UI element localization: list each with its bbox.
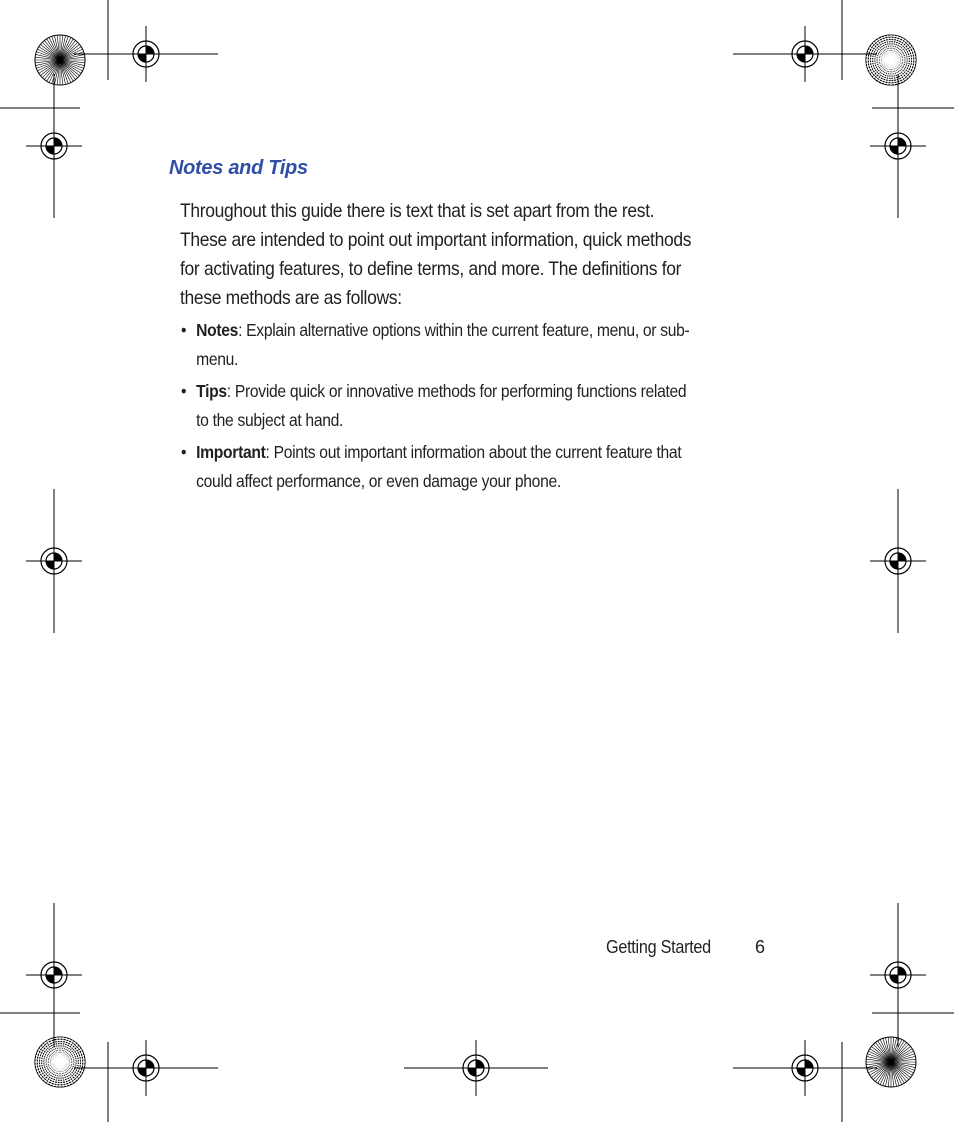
moire-target-icon bbox=[35, 1037, 85, 1087]
registration-target-icon bbox=[26, 74, 82, 218]
bullet-icon: • bbox=[181, 381, 187, 401]
definition-text: : Explain alternative options within the current feature, menu, or sub- bbox=[238, 320, 690, 340]
definition-text: : Points out important information about the current feature that bbox=[265, 442, 682, 462]
registration-target-icon bbox=[733, 1040, 877, 1096]
intro-line: these methods are as follows: bbox=[180, 287, 402, 309]
definitions-list bbox=[181, 316, 689, 499]
registration-target-icon bbox=[74, 1040, 218, 1096]
registration-target-icon bbox=[74, 26, 218, 82]
moire-target-icon bbox=[866, 35, 916, 85]
definition-text: to the subject at hand. bbox=[196, 410, 344, 430]
registration-target-icon bbox=[870, 74, 926, 218]
registration-target-icon bbox=[26, 903, 82, 1047]
footer-section-name: Getting Started bbox=[606, 937, 711, 957]
bullet-icon: • bbox=[181, 442, 187, 462]
list-item-notes bbox=[181, 316, 689, 374]
star-target-icon bbox=[35, 35, 85, 85]
bullet-icon: • bbox=[181, 320, 187, 340]
term-tips: Tips bbox=[196, 381, 227, 401]
registration-target-icon bbox=[870, 903, 926, 1047]
intro-line: for activating features, to define terms, and more. The definitions for bbox=[180, 258, 682, 280]
section-heading: Notes and Tips bbox=[169, 157, 308, 179]
registration-target-icon bbox=[870, 489, 926, 633]
term-notes: Notes bbox=[196, 320, 239, 340]
page-number: 6 bbox=[755, 937, 766, 957]
intro-line: These are intended to point out important information, quick methods bbox=[180, 229, 692, 251]
term-important: Important bbox=[196, 442, 266, 462]
definition-text: : Provide quick or innovative methods for performing functions related bbox=[226, 381, 687, 401]
intro-line: Throughout this guide there is text that is set apart from the rest. bbox=[180, 200, 655, 222]
list-item-important bbox=[181, 438, 689, 496]
intro-paragraph bbox=[180, 197, 720, 313]
definition-text: menu. bbox=[196, 349, 239, 369]
star-target-icon bbox=[866, 1037, 916, 1087]
registration-target-icon bbox=[404, 1040, 548, 1096]
list-item-tips bbox=[181, 377, 689, 435]
registration-target-icon bbox=[26, 489, 82, 633]
definition-text: could affect performance, or even damage your phone. bbox=[196, 471, 561, 491]
registration-target-icon bbox=[733, 26, 877, 82]
